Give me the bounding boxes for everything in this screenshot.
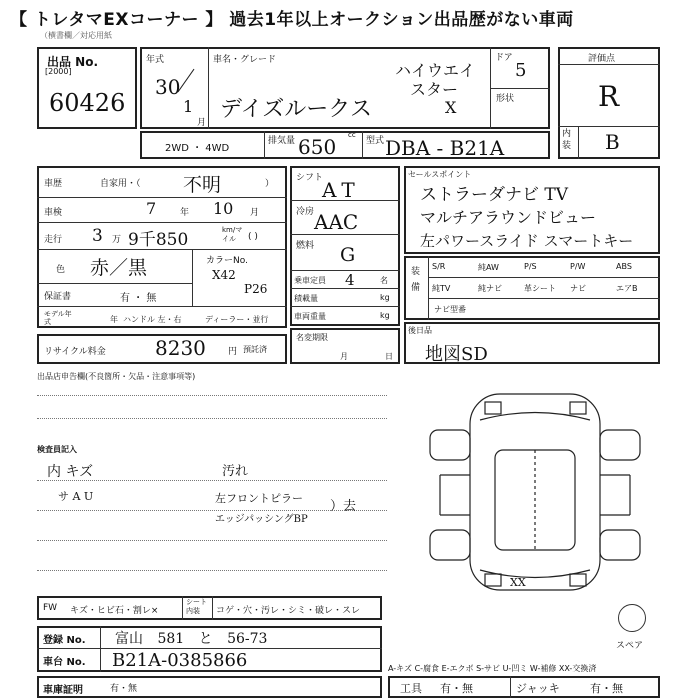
spare-tire-icon <box>618 604 646 632</box>
damage-legend: A-キズ C-腐食 E-エクボ S-サビ U-凹ミ W-補修 XX-交換済 <box>388 664 597 673</box>
inspection-month-label: 月 <box>250 208 260 218</box>
equipment-item: エアB <box>616 284 638 293</box>
car-name: デイズルークス <box>220 97 373 122</box>
door-label: ドア <box>495 53 513 63</box>
fw-options: キズ・ヒビ石・割レ× <box>70 606 159 616</box>
mileage-man-unit: 万 <box>112 235 122 245</box>
shape-label: 形状 <box>496 94 515 104</box>
banner-title: 【 トレタマEXコーナー 】 過去1年以上オークション出品歴がない車両 <box>10 10 574 30</box>
warranty-label: 保証書 <box>44 292 72 302</box>
chassis-value: B21A-0385866 <box>112 650 248 671</box>
color-no-2: P26 <box>244 282 268 296</box>
recycle-label: リサイクル料金 <box>44 347 106 357</box>
recycle-note: 預託済 <box>243 345 267 354</box>
inspector-note-3: 汚れ <box>222 464 249 479</box>
seat-options: コゲ・穴・汚レ・シミ・破レ・スレ <box>216 606 361 616</box>
inspection-year: 7 <box>146 199 157 218</box>
inspector-note-6: ）去 <box>330 499 357 514</box>
lot-box <box>37 47 137 129</box>
load-unit: kg <box>380 293 390 302</box>
equipment-item: 純AW <box>478 263 499 272</box>
weight-unit: kg <box>380 311 390 320</box>
inspector-note-5: エッジパッシングBP <box>215 514 308 525</box>
equipment-item: ナビ <box>570 284 586 293</box>
capacity-value: 4 <box>345 271 355 289</box>
color-no-label: カラーNo. <box>206 256 248 266</box>
history-close: ） <box>265 179 275 189</box>
model-change-year: 年 <box>110 315 118 324</box>
displacement-value: 650 <box>298 135 337 159</box>
interior-value: B <box>605 130 620 154</box>
shift-label: シフト <box>296 173 324 183</box>
docs-options: 有・無 <box>110 684 138 694</box>
car-grade-line1: ハイウエイ <box>395 61 476 80</box>
car-condition-diagram <box>410 380 660 610</box>
inspector-note-2: サ A U <box>58 490 94 503</box>
recycle-unit: 円 <box>228 347 238 357</box>
capacity-label: 乗車定員 <box>294 276 326 285</box>
equipment-item: P/S <box>524 262 537 271</box>
equipment-item: 革シート <box>524 284 556 293</box>
equipment-item: ABS <box>616 262 632 271</box>
model-value: DBA - B21A <box>385 136 505 160</box>
displacement-label: 排気量 <box>268 136 296 146</box>
interior-label: 内装 <box>562 129 572 151</box>
lot-year-code: [2000] <box>45 67 72 76</box>
inspector-label: 検査員記入 <box>37 445 77 454</box>
color-no-1: X42 <box>212 268 236 282</box>
year-month-suffix: 月 <box>197 118 207 128</box>
inspection-month: 10 <box>213 199 234 218</box>
equipment-item: 純TV <box>432 284 451 293</box>
inspector-note-1: 内 キズ <box>47 464 94 480</box>
car-grade-line2: スター <box>410 80 459 99</box>
jack-options: 有・無 <box>590 682 623 695</box>
year-label: 年式 <box>146 55 165 65</box>
equipment-label: 装備 <box>411 267 421 293</box>
color-value: 赤／黒 <box>90 257 148 279</box>
displacement-unit: cc <box>348 131 356 139</box>
model-change-dealer: ディーラー・並行 <box>205 315 269 324</box>
name-change-label: 名変期限 <box>296 333 328 342</box>
registration-value: 富山 581 と 56-73 <box>115 631 268 647</box>
mileage-paren: ( ) <box>248 232 258 242</box>
top-note: （横書欄／対応用紙 <box>40 31 112 40</box>
seller-note-label: 出品店申告欄(不良箇所・欠品・注意事項等) <box>37 372 196 381</box>
model-change-label: モデル年式 <box>44 310 72 326</box>
year-month: 1 <box>183 97 194 116</box>
aftermarket-value: 地図SD <box>425 344 488 365</box>
lot-label: 出品 No. <box>47 55 99 69</box>
weight-label: 車両重量 <box>294 312 326 321</box>
sales-point-3: 左パワースライド スマートキー <box>420 232 634 250</box>
color-label: 色 <box>56 265 66 275</box>
name-change-month: 月 <box>340 352 348 361</box>
load-label: 積載量 <box>294 294 318 303</box>
spare-label: スペア <box>616 641 644 651</box>
grade-label: 評価点 <box>588 54 616 64</box>
year-value: 30 <box>155 75 181 99</box>
fw-label: FW <box>43 603 58 613</box>
car-grade-x: X <box>445 98 457 117</box>
drive-label: 2WD ・ 4WD <box>165 143 230 154</box>
map-mark: XX <box>510 576 526 589</box>
model-label: 型式 <box>366 136 385 146</box>
door-value: 5 <box>515 60 527 81</box>
jack-label: ジャッキ <box>516 682 560 695</box>
tools-label: 工具 <box>400 682 422 695</box>
equipment-item: P/W <box>570 262 586 271</box>
inspection-label: 車検 <box>44 208 63 218</box>
history-label: 車歴 <box>44 179 63 189</box>
fuel-value: G <box>340 244 356 266</box>
sales-point-1: ストラーダナビ TV <box>420 185 569 205</box>
equipment-item: S/R <box>432 262 446 271</box>
ac-value: AAC <box>314 210 359 234</box>
sales-points-label: セールスポイント <box>408 170 472 179</box>
lot-number: 60426 <box>49 89 126 117</box>
tools-options: 有・無 <box>440 682 473 695</box>
history-options: 自家用・（ <box>100 179 141 189</box>
name-change-day: 日 <box>385 352 393 361</box>
sales-point-2: マルチアラウンドビュー <box>420 208 597 227</box>
mileage-man: 3 <box>92 226 103 246</box>
chassis-label: 車台 No. <box>43 657 86 668</box>
inspector-note-4: 左フロントピラー <box>215 492 303 505</box>
docs-box <box>37 676 382 698</box>
aftermarket-label: 後日品 <box>408 326 432 335</box>
grade-value: R <box>598 80 620 113</box>
ac-label: 冷房 <box>296 207 315 217</box>
recycle-value: 8230 <box>155 336 206 360</box>
docs-label: 車庫証明 <box>43 685 83 696</box>
history-value: 不明 <box>183 174 222 196</box>
model-change-handle: ハンドル 左・右 <box>123 315 182 324</box>
mileage-unit: km/マイル <box>222 226 243 243</box>
car-label: 車名・グレード <box>213 55 277 65</box>
shift-value: AT <box>322 178 361 202</box>
equipment-item: 純ナビ <box>478 284 502 293</box>
mileage-label: 走行 <box>44 235 63 245</box>
banner <box>0 0 700 32</box>
capacity-unit: 名 <box>380 276 388 285</box>
mileage-value: 9千850 <box>128 230 189 250</box>
warranty-options: 有 ・ 無 <box>120 293 157 304</box>
registration-label: 登録 No. <box>43 635 86 646</box>
inspection-year-label: 年 <box>180 208 190 218</box>
fuel-label: 燃料 <box>296 241 315 251</box>
navi-type-label: ナビ型番 <box>434 305 466 314</box>
seat-label: シート内装 <box>186 598 207 615</box>
